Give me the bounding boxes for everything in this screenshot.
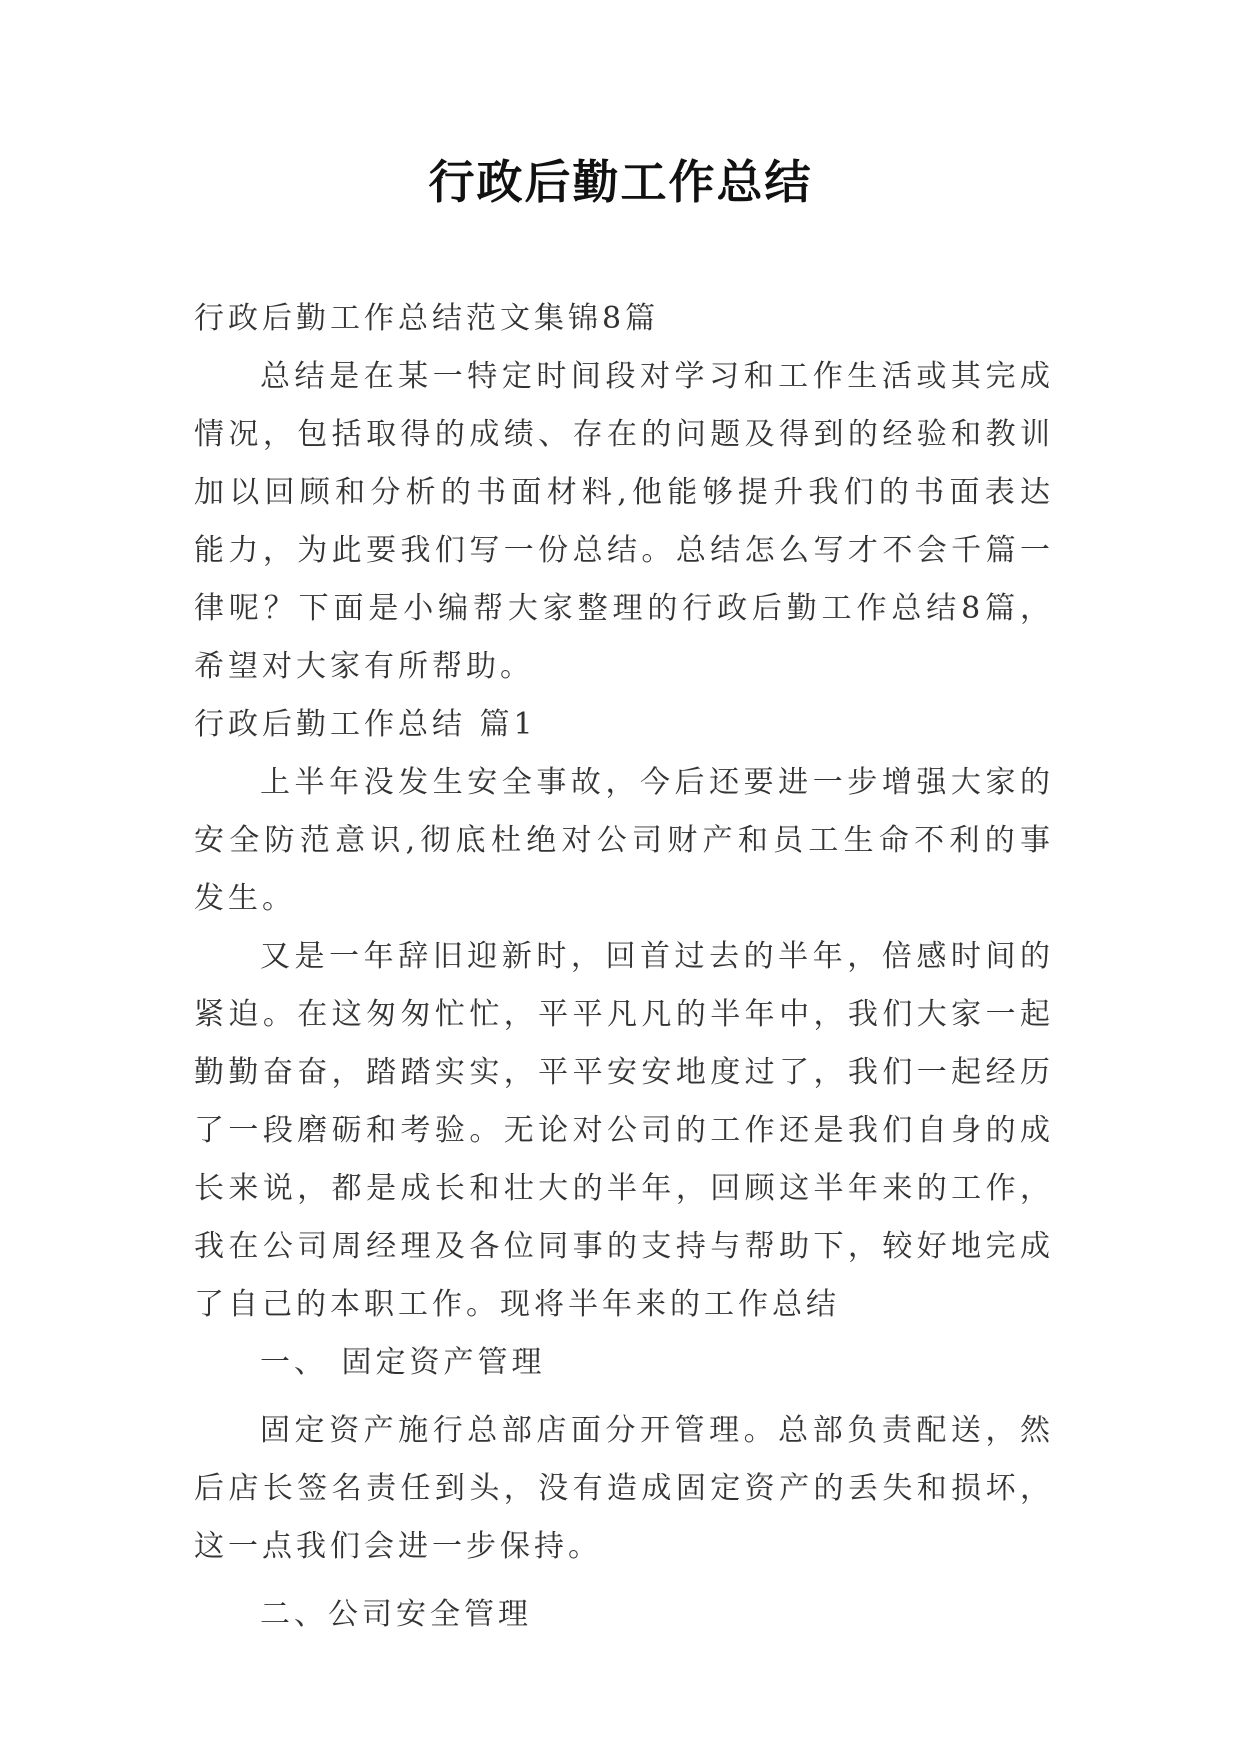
body-paragraph: 上半年没发生安全事故，今后还要进一步增强大家的安全防范意识,彻底杜绝对公司财产和员工生命不利的事发生。 <box>194 765 1054 916</box>
document-title: 行政后勤工作总结 <box>428 155 813 209</box>
body-paragraph: 又是一年辞旧迎新时，回首过去的半年，倍感时间的紧迫。在这匆匆忙忙，平平凡凡的半年中，我们大家一起勤勤奋奋，踏踏实实，平平安安地度过了，我们一起经历了一段磨砺和考验。无论对公司的工作还是我们自身的成长来说，都是成长和壮大的半年，回顾这半年来的工作，我在公司周经理及各位同事的支持与帮助下，较好地完成了自己的本职工作。现将半年来的工作总结 <box>194 939 1054 1322</box>
item-heading-fixed-assets: 一、 固定资产管理 <box>260 1345 546 1380</box>
intro-paragraph: 总结是在某一特定时间段对学习和工作生活或其完成情况，包括取得的成绩、存在的问题及得到的经验和教训加以回顾和分析的书面材料,他能够提升我们的书面表达能力，为此要我们写一份总结。总结怎么写才不会千篇一律呢？下面是小编帮大家整理的行政后勤工作总结8篇，希望对大家有所帮助。 <box>194 359 1054 684</box>
document-body <box>194 290 1054 1644</box>
document-subtitle: 行政后勤工作总结范文集锦8篇 <box>194 301 660 336</box>
item-paragraph-fixed-assets: 固定资产施行总部店面分开管理。总部负责配送，然后店长签名责任到头，没有造成固定资产的丢失和损坏，这一点我们会进一步保持。 <box>194 1413 1054 1564</box>
item-heading-safety: 二、公司安全管理 <box>260 1597 532 1632</box>
section-heading: 行政后勤工作总结 篇1 <box>194 707 537 742</box>
